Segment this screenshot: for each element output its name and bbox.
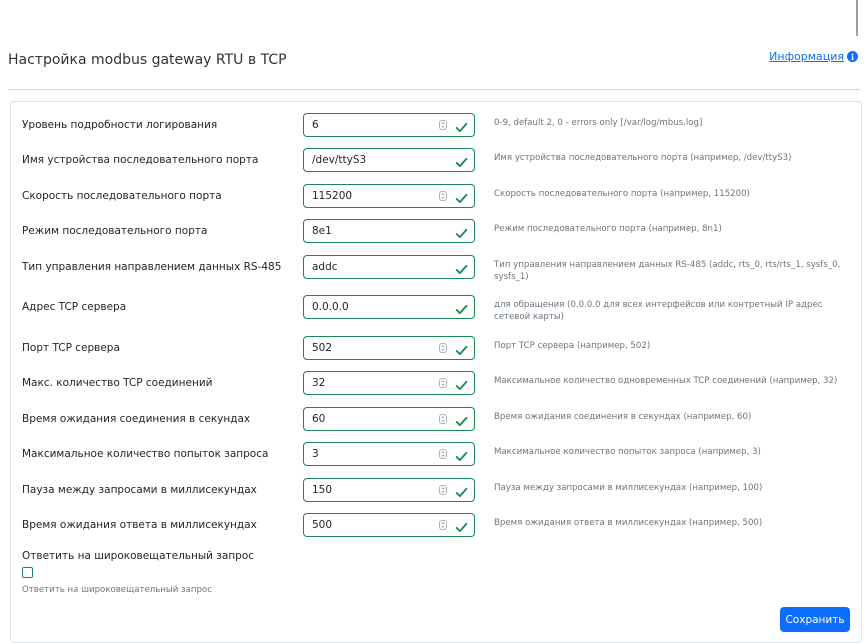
info-link[interactable] (769, 50, 858, 63)
window-edge-divider (856, 0, 858, 36)
field-help-text: для обращения (0.0.0.0 для всех интерфейсов или контретный IP адрес сетевой карты) (494, 300, 823, 322)
title-divider (8, 89, 860, 90)
form-row (11, 371, 861, 397)
field-value: addc (312, 261, 338, 273)
form-row (11, 407, 861, 433)
field-help-text: 0-9, default 2, 0 - errors only [/var/log/mbus.log] (494, 118, 703, 128)
valid-check-icon (455, 342, 468, 355)
field-help-text: Время ожидания соединения в секундах (например, 60) (494, 412, 752, 422)
valid-check-icon (455, 448, 468, 461)
valid-check-icon (455, 519, 468, 532)
form-row (11, 148, 861, 174)
field-help-text: Максимальное количество одновременных TCP соединений (например, 32) (494, 376, 838, 386)
valid-check-icon (455, 190, 468, 203)
field-help-text: Имя устройства последовательного порта (например, /dev/ttyS3) (494, 153, 792, 163)
field-value: 60 (312, 413, 326, 425)
field-value: 8e1 (312, 225, 332, 237)
field-value: 115200 (312, 190, 353, 202)
form-row (11, 513, 861, 539)
field-label: Тип управления направлением данных RS-485 (22, 261, 282, 273)
field-value: 150 (312, 484, 333, 496)
broadcast-label: Ответить на широковещательный запрос (22, 550, 255, 562)
valid-check-icon (455, 413, 468, 426)
field-label: Макс. количество TCP соединений (22, 377, 213, 389)
field-label: Максимальное количество попыток запроса (22, 448, 269, 460)
form-row (11, 219, 861, 245)
page-title: Настройка modbus gateway RTU в TCP (8, 52, 287, 68)
field-input[interactable] (303, 148, 475, 172)
field-help-text: Тип управления направлением данных RS-485 (addc, rts_0, rts/rts_1, sysfs_0, sysfs_1) (494, 260, 841, 282)
info-link-label: Информация (769, 50, 844, 63)
number-stepper-icon[interactable] (439, 120, 447, 130)
form-row (11, 255, 861, 281)
field-label: Пауза между запросами в миллисекундах (22, 484, 257, 496)
valid-check-icon (455, 119, 468, 132)
form-row (11, 336, 861, 362)
form-row (11, 184, 861, 210)
field-label: Уровень подробности логирования (22, 119, 218, 131)
field-label: Порт TCP сервера (22, 342, 120, 354)
field-input[interactable] (303, 219, 475, 243)
field-input[interactable] (303, 255, 475, 279)
form-row (11, 113, 861, 139)
form-row (11, 478, 861, 504)
form-row (11, 442, 861, 468)
field-help-text: Скорость последовательного порта (например, 115200) (494, 189, 750, 199)
field-input[interactable] (303, 113, 475, 137)
form-row (11, 295, 861, 321)
field-label: Имя устройства последовательного порта (22, 154, 259, 166)
settings-form (10, 101, 862, 643)
field-input[interactable] (303, 442, 475, 466)
number-stepper-icon[interactable] (439, 378, 447, 388)
valid-check-icon (455, 301, 468, 314)
field-input[interactable] (303, 371, 475, 395)
broadcast-help-text: Ответить на широковещательный запрос (22, 585, 212, 595)
number-stepper-icon[interactable] (439, 191, 447, 201)
field-input[interactable] (303, 295, 475, 319)
field-value: /dev/ttyS3 (312, 154, 367, 166)
field-help-text: Время ожидания ответа в миллисекундах (например, 500) (494, 518, 763, 528)
field-label: Адрес TCP сервера (22, 301, 127, 313)
valid-check-icon (455, 154, 468, 167)
field-value: 502 (312, 342, 333, 354)
field-label: Режим последовательного порта (22, 225, 208, 237)
field-input[interactable] (303, 184, 475, 208)
valid-check-icon (455, 484, 468, 497)
field-help-text: Режим последовательного порта (например, 8n1) (494, 224, 722, 234)
field-label: Скорость последовательного порта (22, 190, 222, 202)
field-value: 500 (312, 519, 333, 531)
field-input[interactable] (303, 336, 475, 360)
field-value: 6 (312, 119, 319, 131)
broadcast-checkbox[interactable] (22, 567, 33, 578)
valid-check-icon (455, 261, 468, 274)
field-help-text: Максимальное количество попыток запроса (например, 3) (494, 447, 761, 457)
number-stepper-icon[interactable] (439, 520, 447, 530)
number-stepper-icon[interactable] (439, 414, 447, 424)
field-value: 0.0.0.0 (312, 301, 349, 313)
field-value: 3 (312, 448, 319, 460)
field-input[interactable] (303, 478, 475, 502)
valid-check-icon (455, 377, 468, 390)
number-stepper-icon[interactable] (439, 343, 447, 353)
field-value: 32 (312, 377, 326, 389)
info-icon: i (847, 51, 858, 62)
save-button[interactable]: Сохранить (780, 607, 850, 632)
field-help-text: Порт TCP сервера (например, 502) (494, 341, 651, 351)
field-label: Время ожидания соединения в секундах (22, 413, 251, 425)
number-stepper-icon[interactable] (439, 449, 447, 459)
number-stepper-icon[interactable] (439, 485, 447, 495)
field-label: Время ожидания ответа в миллисекундах (22, 519, 257, 531)
valid-check-icon (455, 225, 468, 238)
field-input[interactable] (303, 513, 475, 537)
field-help-text: Пауза между запросами в миллисекундах (например, 100) (494, 483, 763, 493)
field-input[interactable] (303, 407, 475, 431)
